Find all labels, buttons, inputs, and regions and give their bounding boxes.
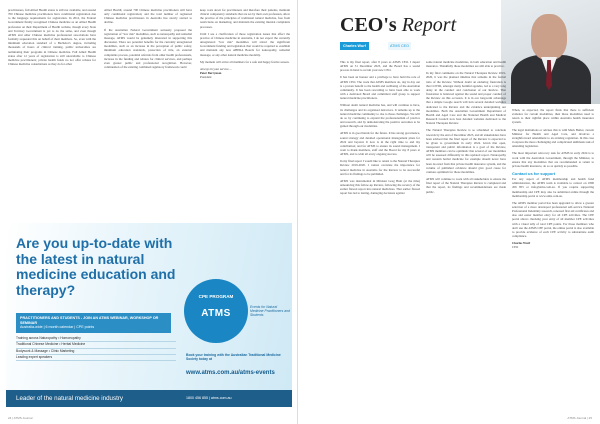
ad-book-text: Book your training with the Australian Traditional Medicine Society today at [186, 353, 281, 362]
ad-events-caption: Events for Natural Medicine Practitioners and Students [250, 305, 290, 318]
list-item: Training across Naturopathy • Homoeopathy [16, 336, 176, 342]
left-column-3 [200, 8, 290, 79]
page-title-bold: CEO's [340, 14, 397, 36]
ad-training-list [16, 336, 176, 361]
ad-footer-bar [6, 390, 292, 407]
paragraph: In my final report I would like to return to the Natural Therapies Review 2019-2020. I cannot overstate the importance for natural medicine in Australia for the Review to be successful and for its findings to be published. [340, 159, 420, 176]
ad-headline: Are you up-to-date with the latest in natural medicine education and therapy? [16, 235, 176, 298]
paragraph: My moment will arrive all members for a safe and happy festive season. [200, 59, 290, 64]
left-page-folio: 24 | ATMS Journal [8, 416, 33, 420]
paragraph: ATMS will continue to work with all stakeholders to ensure the final report of the Natural Therapies Review is completed and that the report, its findings and recommendations are made public. [426, 177, 506, 194]
list-item: Traditional Chinese Medicine • Herbal Medicine [16, 342, 176, 348]
contact-heading: Contact us for support [512, 171, 556, 177]
paragraph: practitioners, full Allied Health status is still not available, and around 700 Chinese medicine practitioners have conditional registration due to the language requirements for registration. In 2012, the Federal Government finally recognised Chinese medicine as an Allied Health profession on their Department of Health website, though every State and Territory Government is yet to do the same, and even though ATMS and other Chinese medicine professional associations have formally requested this on behalf of their members. So, even with the minimum education standard of a Bachelor's degree, including thousands of hours of clinical training, public universities are terminating their programs in Chinese medicine. Full Allied Health status after 12 years of registration is still unavailable to Chinese medicine practitioners; private health funds no not offer rebates for Chinese medicine consultations as they do for other [8, 8, 96, 67]
atms-events-advertisement[interactable] [6, 223, 292, 407]
paragraph: The Natural Therapies Review is so scheduled to conclude towards by the end of December 2023, and all stakeholders have been advised that the final report of the Review is expected to be given to government in early 2024. Given that open, transparent and public information is a goal of the Review, ATMS members can be optimistic that several of our modalities will be assessed differently in this updated report. Naturopathy and western herbal medicine for example should never have been de-rated from that private health insurance system, and the volume of published evidence should give good cause for cautious optimism for those modalities. [426, 128, 506, 174]
paragraph: If the Australian Federal Government seriously proposed the registration of "low risk" modalities, such as naturopathy and remedial massage, ATMS would be genuinely interested in supporting this discussion. There are potential benefits for the currently unregistered modalities, such as an increase in the perception of public safety, minimum education standards, protection of title, an external complaints process, potential referrals from other health professionals, increase in the funding and rebates for clinical services, and perhaps even greater public and professional recognition. However, continuation of the existing combined regulatory framework could [104, 27, 192, 70]
ad-footer-tagline: Leader of the natural medicine industry [16, 395, 123, 402]
right-page [300, 0, 600, 424]
right-page-folio: ATMS Journal | 25 [567, 416, 592, 420]
paragraph: It has been an honour and a privilege to have held the role of ATMS CEO. The work that ATMS members do, day in day out is a proven benefit to the health and wellbeing of the Australian community. It has been rewarding to have been able to work with a dedicated Board and committed staff group to support natural medicine practitioners. [340, 75, 420, 101]
paragraph: Always in your service… [200, 66, 232, 71]
right-column-1 [340, 60, 420, 199]
page-title [340, 14, 456, 36]
president-signature-name: Peter Berryman [200, 71, 222, 76]
paragraph: This is my final report, after 8 years as ATMS CEO. I depart ATMS on 31 December 2023, and the Board has a sound process in hand to recruit your new CEO. [340, 60, 420, 73]
ceo-portrait-photo [501, 0, 600, 104]
paragraph: ATMS is in good hands for the future. It has strong governance, sound strategy and detailed operational management plans for 2024 and beyond. It now is in the right time to end my contribution; and for ATMS to ensure its sound management. I want to thank members, staff and the Board for my 8 years at ATMS, and to wish all every ongoing success. [340, 131, 420, 157]
badge-top-text: CPE PROGRAM [198, 294, 234, 299]
ceo-signature-name: Charles Wurf [512, 241, 531, 246]
left-column-1 [8, 8, 96, 69]
list-item: Bodywork & Massage • Clinic Marketing [16, 349, 176, 355]
paragraph: The ATMS member portal has been upgraded to allow a greater selection of a more developed professional self-service National Professional Indemnity research, renewed first aid certificates and also and easier member entry for all CPE activities. The CPE portal allows checking your entry of all member CPE activities with a visual tally of total CPE points. For those members who don't use the ATMS CPE portal, the online portal is also available to provide evidence of each CPE activity to substantiate audit compliance. [512, 200, 594, 239]
paragraph: some natural medicine modalities, in both education and health insurance. Thankfully those modalities are still able to practice. [426, 60, 506, 69]
author-role-badge: ATMS CEO [390, 44, 409, 48]
paragraph: Until I see a clarification of those registration issues that affect the practice of Chinese medicine in Australia, I do not expect the currently unregistered "low risk" modalities will attract the significant Government funding and legislation that would be required to establish and maintain any new AHPRA Boards for naturopathy, remedial massage, or any other natural medicine modality. [200, 31, 290, 57]
paragraph: In my final comments on the Natural Therapies Review 2019-2020, it was the planned timeline that remains in the formal ratio of the Review. Without doubt an enduring frustration is that COVID, amongst many harmful agendas, led to a very long delay in the conduct and conclusion of our Review. That frustration is balanced against the sound and proper conduct of the Review on this occasion. It is in our long-term advantage that a simple Google search will turn several detailed websites dedicated to the Review and the evidence underpinning our modalities. Both the Australian Government Department of Health and Aged Care and the National Health and Medical Research Council now host detailed websites dedicated to the Natural Therapies Review. [426, 71, 506, 126]
paragraph: Without doubt natural medicine has, and will continue to have, its challenges and its organised detractors. It remains up to the natural medicine community to rise to those challenges. We will do so by continuing to expand the professionalism of practice and research, and by demonstrating the positive outcomes to be gained through our modalities. [340, 103, 420, 129]
paragraph: For any aspect of ATMS membership and health fund administration, the ATMS team is available to contact on 1800 456 855 or info@atms.com.au. If you require supporting membership and CPE may also be submitted online through the membership portal at www.atms.com.au. [512, 177, 594, 198]
left-page [0, 0, 298, 424]
paragraph: The legal institutions or advises this is with Mark Butler, current Minister for Health and Aged Care, and involves a straightforward amendment to an existing regulation. In this case it express the more challenging and complicated skillmask task of amending legislation. [512, 127, 594, 149]
paragraph: ATMS was instrumental in Minister Greg Hunt (at the time) announcing this follow-up Review, following the recency of the earlier flawed report into natural medicines. That earlier flawed report has led to lasting, damaging decisions against [340, 178, 420, 196]
cpe-program-badge [184, 279, 248, 343]
badge-logo-text: ATMS [201, 308, 231, 319]
author-badge: Charles Wurf [340, 42, 369, 50]
list-item: Leading expert speakers [16, 355, 176, 361]
left-column-2 [104, 8, 192, 72]
president-signature-role: President [200, 75, 212, 80]
page-title-italic: Report [401, 14, 457, 36]
paragraph: The most important advocacy task for ATMS in early 2024 is to work with the Australian Government, through the Minister, to ensure that any modalities that are recommended to return to private health insurance, do so as quickly as possible. [512, 151, 594, 168]
ad-footer-contact: 1800 456 855 | atms.com.au [186, 396, 232, 400]
ceo-signature-role: CEO [512, 245, 519, 250]
right-column-3 [512, 108, 594, 250]
paragraph: Allied Health; around 700 Chinese medicine practitioners still have only conditional registration; and the total number of registered Chinese medicine practitioners in Australia has slowly started to decline. [104, 8, 192, 25]
paragraph: When, as expected, the report finds that there is sufficient evidence for certain modalities, then those modalities need to return to their rightful place within Australia health insurance system. [512, 108, 594, 125]
right-column-2 [426, 60, 506, 197]
ad-events-link[interactable]: www.atms.com.au/atms-events [186, 370, 275, 376]
ad-panel-title: PRACTITIONERS AND STUDENTS - JOIN AN ATMS WEBINAR, WORKSHOP OR SEMINAR [20, 316, 159, 325]
ad-info-panel [16, 313, 171, 333]
paragraph: keep costs down for practitioners and therefore their patients, maintain clinical competency standards that are set by their own profession, allow the practice of the principles of traditional natural medicine, free from restrictions on marketing, and maintain the existing internal complaints processes. [200, 8, 290, 29]
ad-panel-subtitle: Australia-wide | 6 month calendar | CPE points [20, 325, 95, 330]
